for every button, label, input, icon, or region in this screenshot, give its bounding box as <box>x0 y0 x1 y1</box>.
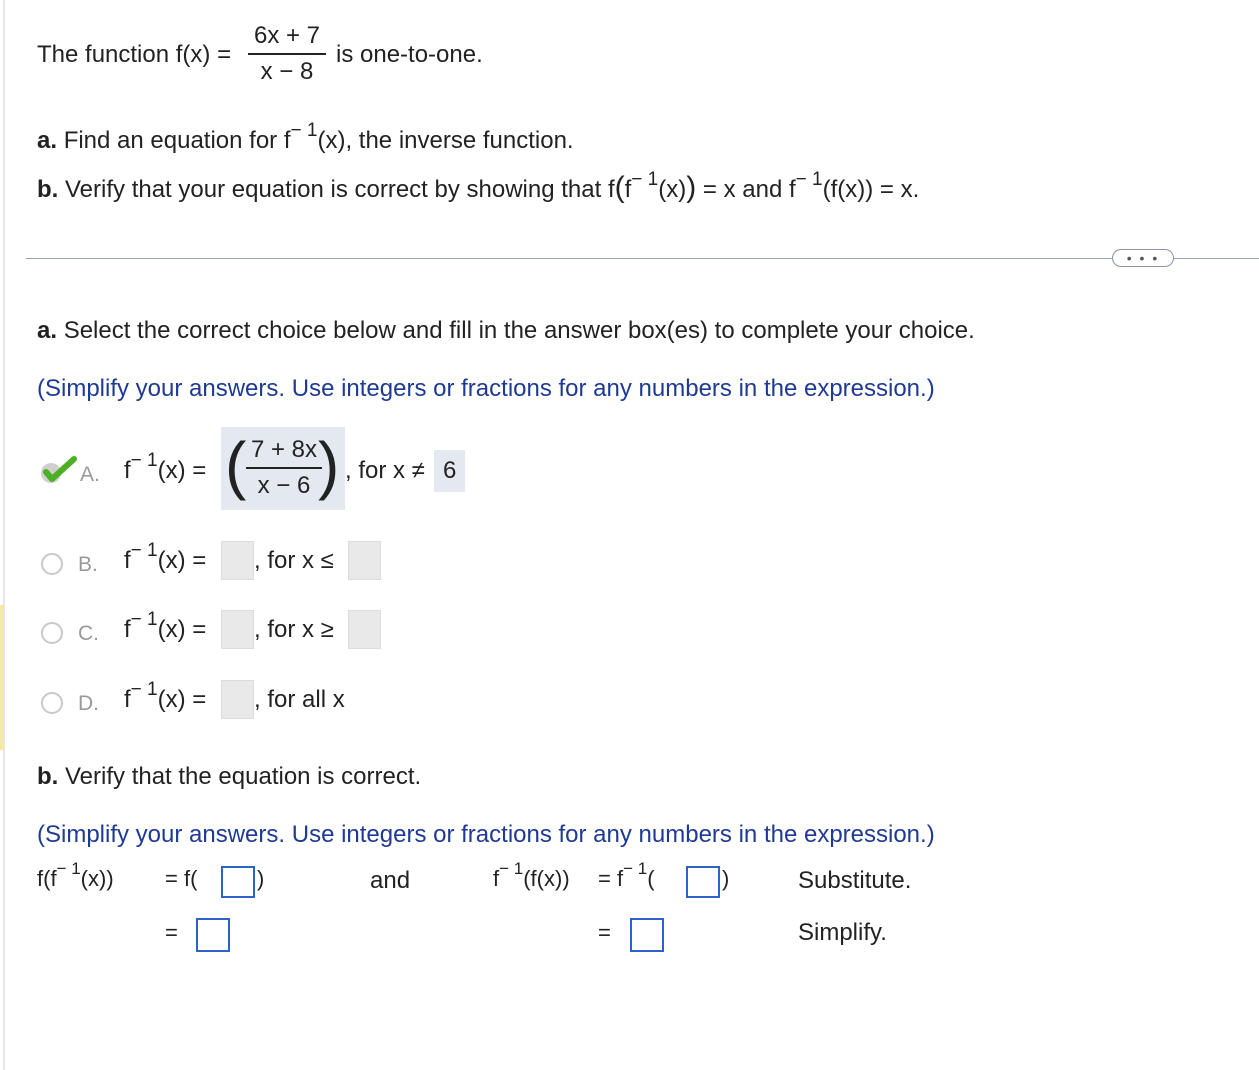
choice-b-radio[interactable] <box>41 553 63 575</box>
part-b-line: b. Verify that your equation is correct by showing that $f(f^{- 1}(x)) = x$ and $f^{- 1}(f(x)) = x$. <box>37 169 920 204</box>
choice-c-condition: , for x ≥ <box>254 616 334 643</box>
left-border <box>3 0 5 1070</box>
choice-d-radio[interactable] <box>41 692 63 714</box>
choice-b-lhs2: (x) = <box>157 547 207 574</box>
verify-eq4: = <box>598 920 611 945</box>
problem-denominator: x − 8 <box>260 58 314 85</box>
verify-left-expression <box>37 859 114 892</box>
part-a-line <box>37 120 574 155</box>
part-b-text-4: (f(x)) = x. <box>822 176 920 203</box>
choice-c-radio[interactable] <box>41 622 63 644</box>
verify-eq2-sup: − 1 <box>623 859 648 878</box>
verify-eq2-f: = f <box>598 866 624 891</box>
verify-right-input-2[interactable] <box>630 918 664 952</box>
verify-close2: ) <box>722 866 730 891</box>
verify-substitute-label: Substitute. <box>798 867 912 894</box>
verify-right-sup: − 1 <box>499 859 524 878</box>
choice-a-close-paren: ) <box>318 429 340 501</box>
section-a-instruction-line <box>37 317 975 345</box>
section-b-hint: (Simplify your answers. Use integers or fractions for any numbers in the expression.) <box>37 821 935 848</box>
choice-a-letter: A. <box>80 463 100 486</box>
part-b-label: b. <box>37 176 59 203</box>
choice-a-condition-value: 6 <box>443 457 457 484</box>
choice-c-lhs2: (x) = <box>157 616 207 643</box>
verify-eq3: = <box>165 920 178 945</box>
choice-c-answer-box[interactable] <box>221 610 254 649</box>
choice-d-answer-box[interactable] <box>221 680 254 719</box>
left-highlight-mark <box>0 605 4 750</box>
verify-eq2 <box>598 859 655 892</box>
part-a-sup: − 1 <box>290 120 318 141</box>
fraction-bar <box>248 53 326 55</box>
more-options-button[interactable]: • • • <box>1112 249 1174 267</box>
choice-a-sup: − 1 <box>130 450 158 471</box>
verify-right-f: f <box>493 866 500 891</box>
choice-c-lhs <box>124 609 207 644</box>
choice-b-condition: , for x ≤ <box>254 547 334 574</box>
choice-a-fraction <box>246 436 322 500</box>
choice-d-letter: D. <box>78 692 99 715</box>
choice-b-letter: B. <box>78 553 98 576</box>
problem-suffix: is one-to-one. <box>336 41 483 68</box>
problem-numerator: 6x + 7 <box>253 22 321 49</box>
choice-d-condition: , for all x <box>254 686 345 713</box>
choice-a-open-paren: ( <box>225 429 247 501</box>
part-b-text-2: (x) <box>658 176 687 203</box>
part-b-inner: f <box>624 176 632 203</box>
section-a-hint: (Simplify your answers. Use integers or fractions for any numbers in the expression.) <box>37 375 935 402</box>
problem-fraction <box>248 22 326 86</box>
part-b-text-3: = x and f <box>702 176 796 203</box>
verify-left-sup: − 1 <box>56 859 81 878</box>
choice-d-sup: − 1 <box>130 679 158 700</box>
section-b-instruction-line <box>37 763 421 791</box>
choice-b-f: f <box>124 547 131 574</box>
choice-c-condition-box[interactable] <box>348 610 381 649</box>
verify-eq1: = f( <box>165 866 198 891</box>
verify-right-input-1[interactable] <box>686 866 720 898</box>
verify-and: and <box>370 867 411 894</box>
choice-a-denominator: x − 6 <box>257 472 311 499</box>
choice-a-numerator: 7 + 8x <box>250 436 318 463</box>
verify-left-input-1[interactable] <box>221 866 255 898</box>
choice-b-condition-box[interactable] <box>348 541 381 580</box>
choice-b-sup: − 1 <box>130 540 158 561</box>
choice-c-sup: − 1 <box>130 609 158 630</box>
part-b-sup2: − 1 <box>795 169 823 190</box>
section-b-label: b. <box>37 763 59 790</box>
section-divider <box>26 258 1259 259</box>
verify-open2: ( <box>647 866 655 891</box>
choice-a-lhs <box>124 450 207 485</box>
choice-a-condition: , for x ≠ <box>345 457 425 484</box>
part-a-text: Find an equation for f <box>63 127 291 154</box>
choice-b-answer-box[interactable] <box>221 541 254 580</box>
choice-c-f: f <box>124 616 131 643</box>
part-a-text-2: (x), the inverse function. <box>317 127 574 154</box>
section-b-instruction: Verify that the equation is correct. <box>65 763 422 790</box>
choice-a-fraction-bar <box>246 467 322 469</box>
verify-left-f: f(f <box>37 866 57 891</box>
verify-right-fx: (f(x)) <box>523 866 570 891</box>
choice-c-letter: C. <box>78 622 99 645</box>
section-a-label: a. <box>37 317 58 344</box>
choice-d-lhs2: (x) = <box>157 686 207 713</box>
verify-left-input-2[interactable] <box>196 918 230 952</box>
section-a-instruction: Select the correct choice below and fill in the answer box(es) to complete your choice. <box>63 317 975 344</box>
part-a-label: a. <box>37 127 58 154</box>
verify-left-x: (x)) <box>80 866 114 891</box>
part-b-text: Verify that your equation is correct by showing that f <box>65 176 615 203</box>
verify-close1: ) <box>257 866 265 891</box>
verify-simplify-label: Simplify. <box>798 919 887 946</box>
choice-a-label[interactable] <box>80 460 100 488</box>
problem-prefix: The function f(x) = <box>37 41 232 68</box>
choice-d-lhs <box>124 679 207 714</box>
choice-d-f: f <box>124 686 131 713</box>
choice-a-lhs2: (x) = <box>157 457 207 484</box>
part-b-sup: − 1 <box>631 169 659 190</box>
correct-check-icon <box>38 455 78 487</box>
choice-b-lhs <box>124 540 207 575</box>
verify-right-expression <box>493 859 570 892</box>
choice-a-f: f <box>124 457 131 484</box>
